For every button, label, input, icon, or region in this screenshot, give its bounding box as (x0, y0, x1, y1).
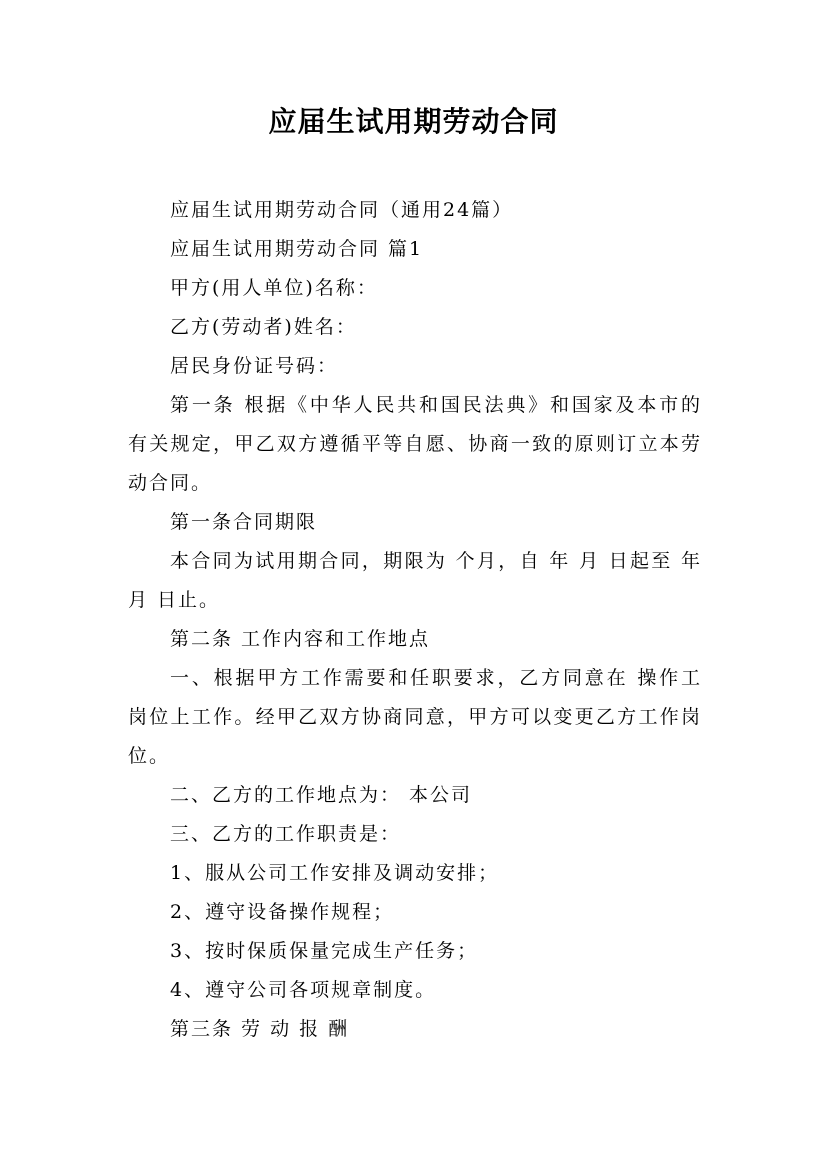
paragraph-duties-heading: 三、乙方的工作职责是： (170, 823, 402, 845)
paragraph-term-heading: 第一条合同期限 (170, 511, 318, 533)
paragraph-article-2: 第二条 工作内容和工作地点 (170, 628, 431, 650)
paragraph-article-3: 第三条 劳 动 报 酬 (170, 1018, 350, 1040)
paragraph-duty-2: 2、遵守设备操作规程； (170, 901, 395, 923)
paragraph-heading: 应届生试用期劳动合同（通用24篇） (170, 199, 514, 221)
paragraph-work-location: 二、乙方的工作地点为： 本公司 (170, 784, 473, 806)
paragraph-id-number: 居民身份证号码： (170, 355, 339, 377)
paragraph-section-title: 应届生试用期劳动合同 篇1 (170, 238, 424, 260)
paragraph-duty-1: 1、服从公司工作安排及调动安排； (170, 862, 500, 884)
paragraph-duty-4: 4、遵守公司各项规章制度。 (170, 979, 437, 1001)
document-title: 应届生试用期劳动合同 (268, 105, 559, 138)
document-body (128, 191, 702, 1049)
paragraph-job-position: 一、根据甲方工作需要和任职要求，乙方同意在 操作工 岗位上工作。经甲乙双方协商同意，甲方可以变更乙方工作岗位。 (128, 667, 702, 767)
paragraph-party-b: 乙方(劳动者)姓名： (170, 316, 357, 338)
paragraph-article-1: 第一条 根据《中华人民共和国民法典》和国家及本市的有关规定，甲乙双方遵循平等自愿、协商一致的原则订立本劳动合同。 (128, 394, 702, 494)
paragraph-term-body: 本合同为试用期合同，期限为 个月，自 年 月 日起至 年 月 日止。 (128, 550, 702, 611)
paragraph-party-a: 甲方(用人单位)名称： (170, 277, 378, 299)
paragraph-duty-3: 3、按时保质保量完成生产任务； (170, 940, 479, 962)
